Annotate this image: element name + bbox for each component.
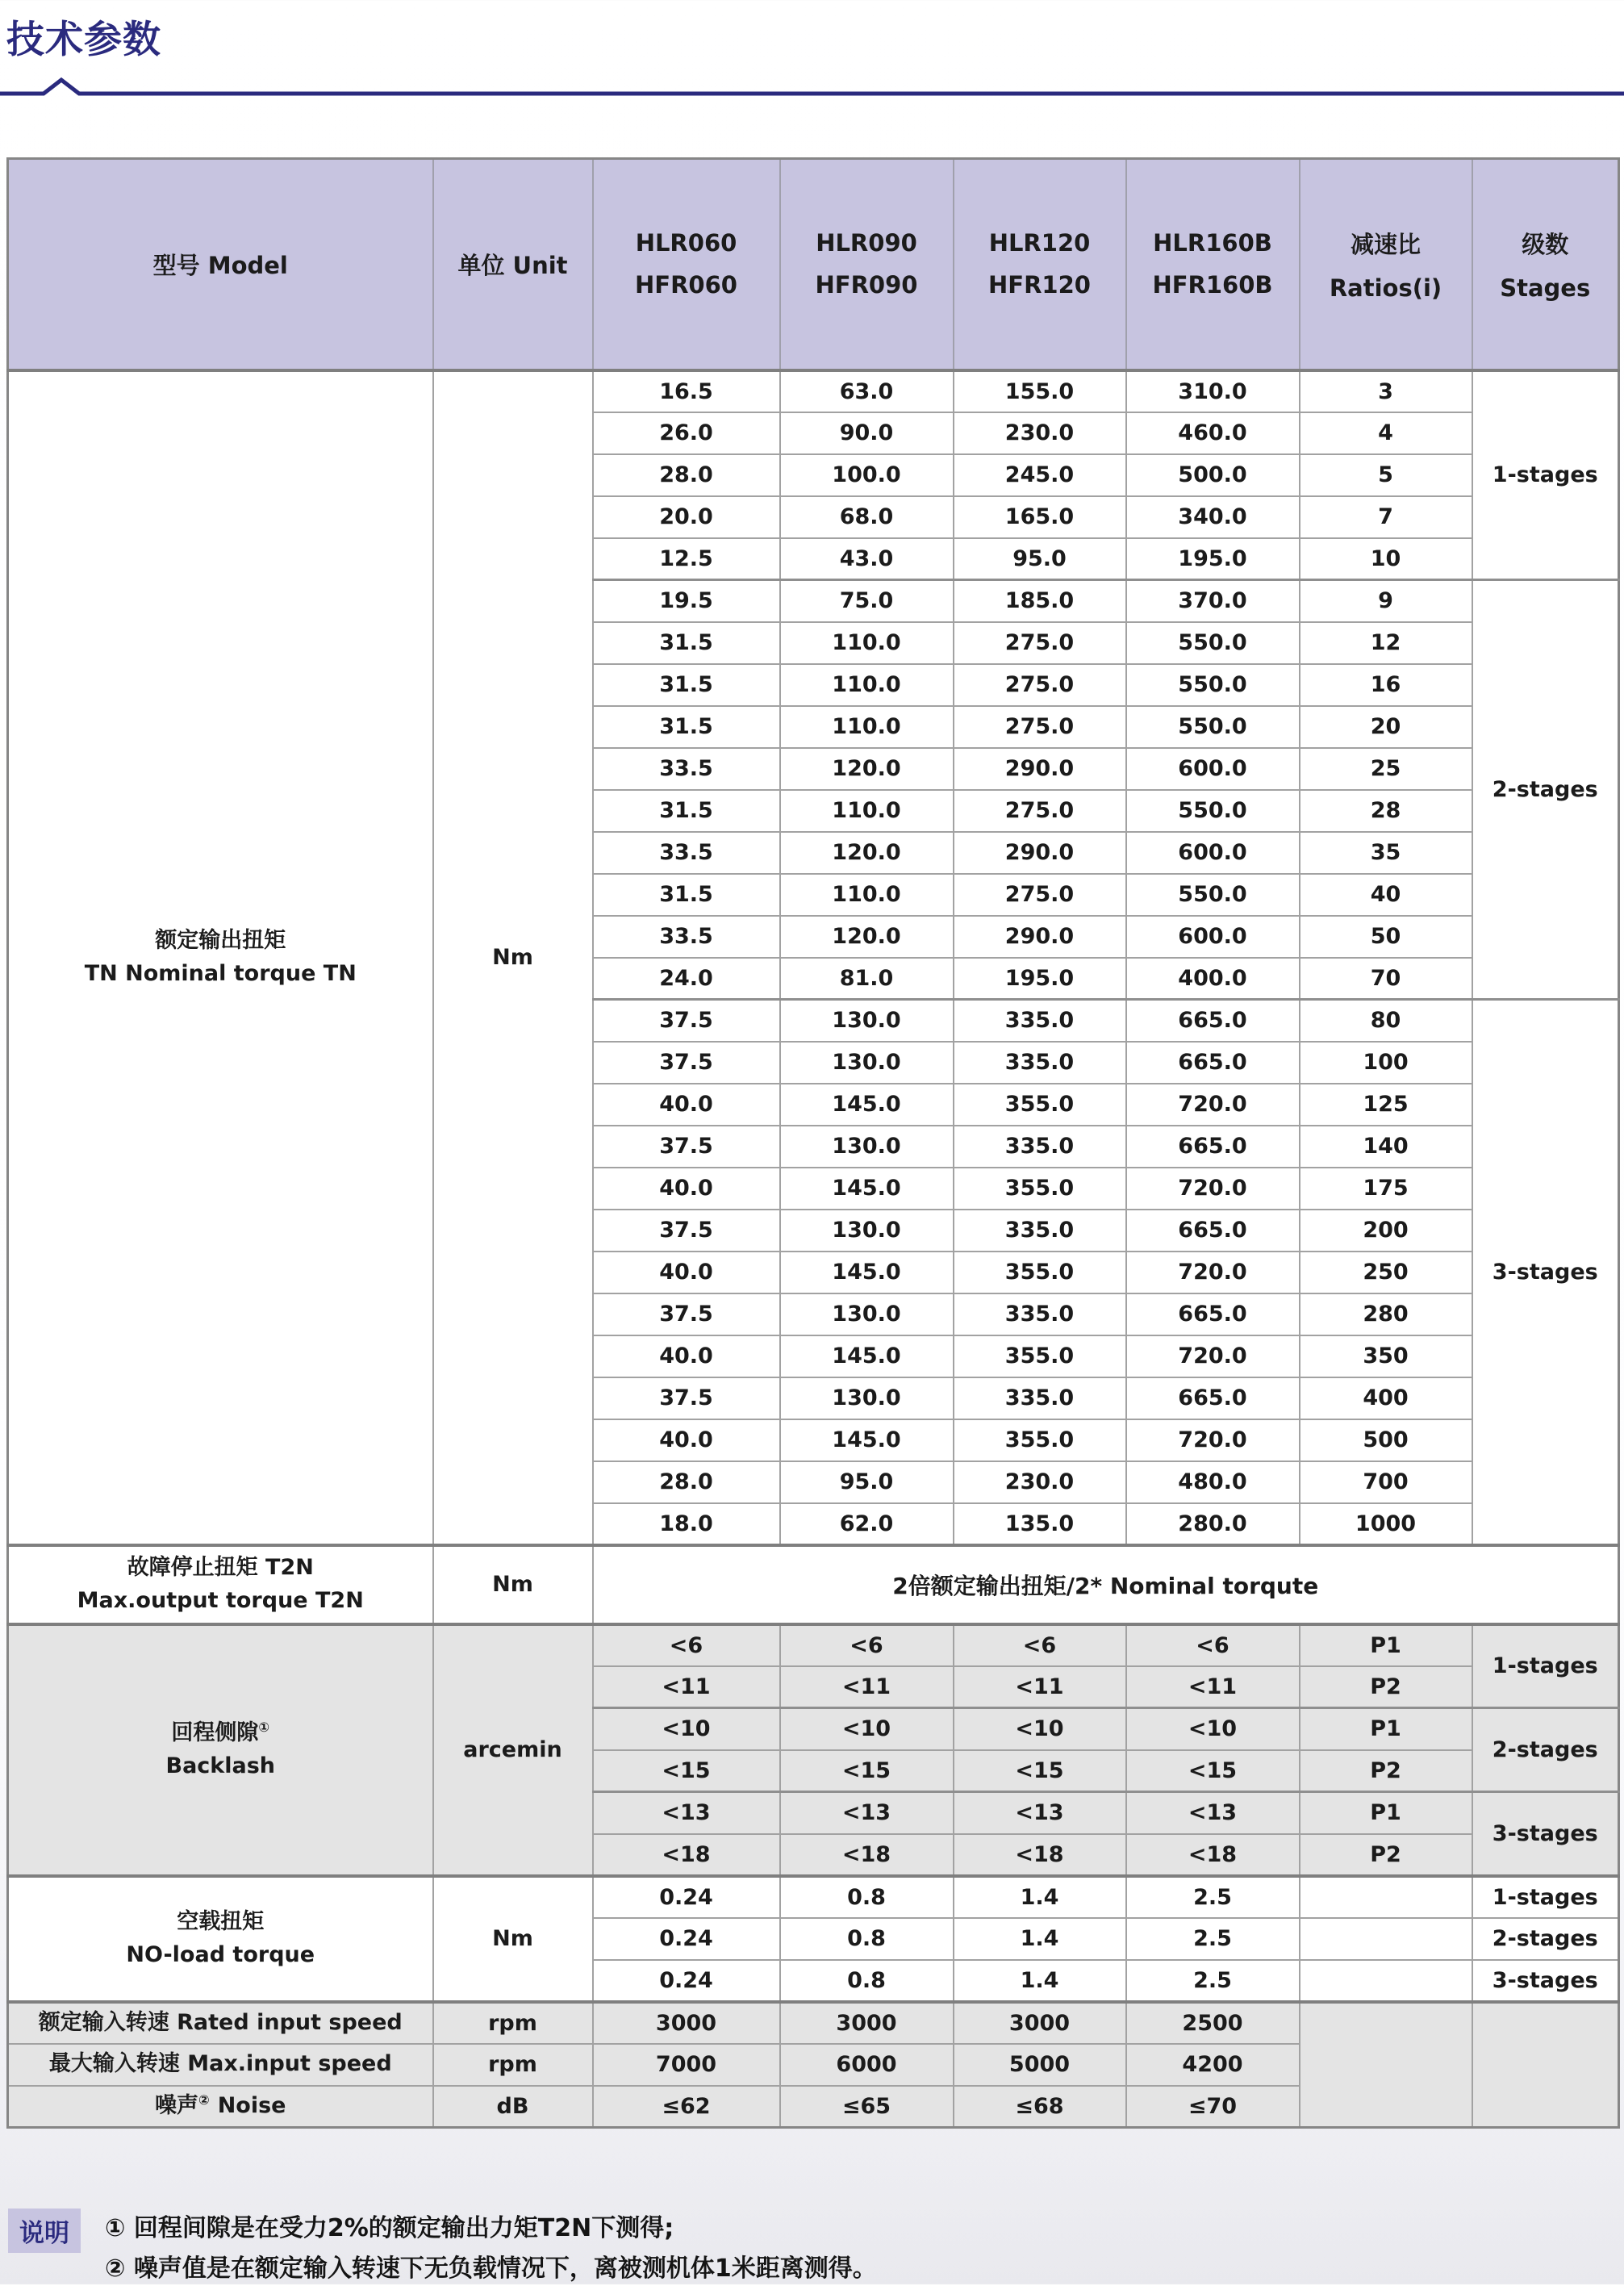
torque-value-cell: 130.0 [780, 1000, 954, 1042]
no-load-value-cell: 1.4 [954, 1960, 1126, 2002]
backlash-value-cell: <15 [593, 1750, 780, 1792]
notes-badge: 说明 [8, 2209, 81, 2253]
torque-value-cell: 75.0 [780, 580, 954, 622]
torque-value-cell: 24.0 [593, 958, 780, 1000]
row-label-text-en: Noise [217, 2093, 286, 2118]
torque-value-cell: 43.0 [780, 538, 954, 580]
precision-class-cell: P2 [1300, 1750, 1472, 1792]
row-label-backlash [8, 1624, 433, 1876]
torque-value-cell: 665.0 [1126, 1377, 1300, 1419]
torque-value-cell: 100.0 [780, 454, 954, 496]
torque-value-cell: 335.0 [954, 1042, 1126, 1084]
stage-cell: 3-stages [1472, 1792, 1619, 1876]
ratio-cell: 280 [1300, 1293, 1472, 1335]
torque-value-cell: 33.5 [593, 916, 780, 958]
torque-value-cell: 600.0 [1126, 832, 1300, 874]
ratio-cell: 400 [1300, 1377, 1472, 1419]
torque-value-cell: 40.0 [593, 1084, 780, 1126]
backlash-value-cell: <11 [780, 1666, 954, 1708]
max-output-torque-row [8, 1545, 1619, 1624]
torque-value-cell: 110.0 [780, 622, 954, 664]
ratio-cell: 28 [1300, 790, 1472, 832]
torque-value-cell: 195.0 [954, 958, 1126, 1000]
row-label-nominal-torque [8, 370, 433, 1545]
torque-value-cell: 40.0 [593, 1419, 780, 1461]
backlash-value-cell: <13 [1126, 1792, 1300, 1834]
backlash-value-cell: <10 [593, 1708, 780, 1750]
torque-value-cell: 37.5 [593, 1126, 780, 1168]
precision-class-cell: P1 [1300, 1708, 1472, 1750]
empty-ratio-cell [1300, 1876, 1472, 1918]
col-header-ratios-en: Ratios(i) [1329, 274, 1442, 302]
torque-value-cell: 40.0 [593, 1335, 780, 1377]
no-load-value-cell: 0.8 [780, 1918, 954, 1960]
torque-value-cell: 290.0 [954, 748, 1126, 790]
torque-value-cell: 275.0 [954, 874, 1126, 916]
torque-value-cell: 37.5 [593, 1377, 780, 1419]
torque-value-cell: 110.0 [780, 706, 954, 748]
ratio-cell: 4 [1300, 412, 1472, 454]
empty-ratio-cell [1300, 2002, 1472, 2128]
backlash-row [8, 1624, 1619, 1666]
ratio-cell: 25 [1300, 748, 1472, 790]
empty-ratio-cell [1300, 1918, 1472, 1960]
torque-value-cell: 37.5 [593, 1210, 780, 1252]
unit-max-output: Nm [433, 1545, 593, 1624]
torque-value-cell: 195.0 [1126, 538, 1300, 580]
torque-value-cell: 28.0 [593, 454, 780, 496]
torque-value-cell: 275.0 [954, 790, 1126, 832]
row-label-zh [9, 1717, 432, 1750]
noise-value-cell: ≤62 [593, 2086, 780, 2128]
footnote-ref-1: ① [258, 1720, 270, 1735]
torque-value-cell: 130.0 [780, 1377, 954, 1419]
noise-value-cell: ≤70 [1126, 2086, 1300, 2128]
model-series-label: HFR090 [815, 271, 918, 299]
torque-value-cell: 37.5 [593, 1000, 780, 1042]
col-header-unit [433, 159, 593, 370]
torque-value-cell: 145.0 [780, 1252, 954, 1293]
row-label-noise [8, 2086, 433, 2128]
backlash-value-cell: <13 [593, 1792, 780, 1834]
model-series-label: HFR120 [988, 271, 1091, 299]
empty-ratio-cell [1300, 1960, 1472, 2002]
torque-value-cell: 145.0 [780, 1419, 954, 1461]
torque-value-cell: 40.0 [593, 1168, 780, 1210]
col-header-model [8, 159, 433, 370]
stage-cell: 3-stages [1472, 1000, 1619, 1545]
torque-value-cell: 19.5 [593, 580, 780, 622]
torque-value-cell: 110.0 [780, 790, 954, 832]
col-header-hlr090 [780, 159, 954, 370]
no-load-value-cell: 0.24 [593, 1918, 780, 1960]
backlash-value-cell: <15 [780, 1750, 954, 1792]
ratio-cell: 35 [1300, 832, 1472, 874]
empty-stage-cell [1472, 2002, 1619, 2128]
table-header [8, 159, 1619, 370]
row-label-line [9, 2048, 432, 2081]
backlash-value-cell: <18 [1126, 1834, 1300, 1876]
ratio-cell: 50 [1300, 916, 1472, 958]
backlash-value-cell: <18 [780, 1834, 954, 1876]
torque-value-cell: 310.0 [1126, 370, 1300, 412]
torque-value-cell: 480.0 [1126, 1461, 1300, 1503]
no-load-value-cell: 0.8 [780, 1960, 954, 2002]
backlash-value-cell: <15 [1126, 1750, 1300, 1792]
torque-value-cell: 110.0 [780, 664, 954, 706]
row-label-zh: 额定输出扭矩 [155, 928, 286, 953]
torque-value-cell: 665.0 [1126, 1210, 1300, 1252]
ratio-cell: 9 [1300, 580, 1472, 622]
row-label-text: 噪声 [154, 2093, 198, 2118]
ratio-cell: 70 [1300, 958, 1472, 1000]
model-series-label: HLR120 [988, 229, 1091, 257]
precision-class-cell: P2 [1300, 1834, 1472, 1876]
torque-value-cell: 31.5 [593, 664, 780, 706]
note-lines [105, 2209, 877, 2290]
precision-class-cell: P2 [1300, 1666, 1472, 1708]
torque-value-cell: 280.0 [1126, 1503, 1300, 1545]
footnotes [8, 2209, 877, 2290]
ratio-cell: 3 [1300, 370, 1472, 412]
torque-value-cell: 28.0 [593, 1461, 780, 1503]
footnote-ref-2: ② [198, 2092, 210, 2108]
torque-value-cell: 245.0 [954, 454, 1126, 496]
torque-value-cell: 40.0 [593, 1252, 780, 1293]
torque-value-cell: 20.0 [593, 496, 780, 538]
stage-cell: 1-stages [1472, 1876, 1619, 1918]
page-title: 技术参数 [6, 18, 161, 62]
row-label-en: TN Nominal torque TN [84, 960, 357, 986]
torque-value-cell: 90.0 [780, 412, 954, 454]
row-label-text: 最大输入转速 Max.input speed [48, 2051, 392, 2077]
torque-value-cell: 665.0 [1126, 1126, 1300, 1168]
max-input-speed-value-cell: 6000 [780, 2044, 954, 2086]
torque-value-cell: 290.0 [954, 916, 1126, 958]
unit-backlash: arcemin [433, 1624, 593, 1876]
torque-value-cell: 665.0 [1126, 1042, 1300, 1084]
torque-value-cell: 130.0 [780, 1042, 954, 1084]
stage-cell: 2-stages [1472, 1708, 1619, 1792]
backlash-value-cell: <18 [593, 1834, 780, 1876]
no-load-value-cell: 2.5 [1126, 1918, 1300, 1960]
rated-input-speed-value-cell: 3000 [780, 2002, 954, 2044]
torque-value-cell: 720.0 [1126, 1168, 1300, 1210]
ratio-cell: 700 [1300, 1461, 1472, 1503]
no-load-value-cell: 2.5 [1126, 1960, 1300, 2002]
title-divider [0, 74, 1624, 100]
ratio-cell: 10 [1300, 538, 1472, 580]
torque-value-cell: 230.0 [954, 412, 1126, 454]
torque-value-cell: 37.5 [593, 1293, 780, 1335]
torque-value-cell: 145.0 [780, 1084, 954, 1126]
model-series-label: HLR060 [635, 229, 737, 257]
ratio-cell: 1000 [1300, 1503, 1472, 1545]
no-load-value-cell: 0.8 [780, 1876, 954, 1918]
torque-value-cell: 31.5 [593, 622, 780, 664]
torque-value-cell: 18.0 [593, 1503, 780, 1545]
row-label-line [9, 2090, 432, 2123]
torque-value-cell: 230.0 [954, 1461, 1126, 1503]
torque-value-cell: 155.0 [954, 370, 1126, 412]
torque-value-cell: 145.0 [780, 1335, 954, 1377]
torque-value-cell: 62.0 [780, 1503, 954, 1545]
max-output-value: 2倍额定输出扭矩/2* Nominal torqute [593, 1545, 1619, 1624]
col-header-stages-zh: 级数 [1522, 230, 1569, 258]
torque-value-cell: 130.0 [780, 1293, 954, 1335]
backlash-value-cell: <11 [954, 1666, 1126, 1708]
row-label-en: Max.output torque T2N [77, 1587, 364, 1613]
torque-row [8, 370, 1619, 412]
ratio-cell: 500 [1300, 1419, 1472, 1461]
unit-rated-input-speed: rpm [433, 2002, 593, 2044]
torque-value-cell: 26.0 [593, 412, 780, 454]
ratio-cell: 125 [1300, 1084, 1472, 1126]
rated-input-speed-value-cell: 3000 [593, 2002, 780, 2044]
backlash-value-cell: <10 [780, 1708, 954, 1750]
torque-value-cell: 165.0 [954, 496, 1126, 538]
io-row [8, 2002, 1619, 2044]
stage-cell: 3-stages [1472, 1960, 1619, 2002]
max-input-speed-value-cell: 7000 [593, 2044, 780, 2086]
stage-cell: 1-stages [1472, 370, 1619, 580]
col-header-hlr160b [1126, 159, 1300, 370]
torque-value-cell: 550.0 [1126, 622, 1300, 664]
torque-value-cell: 550.0 [1126, 790, 1300, 832]
torque-value-cell: 120.0 [780, 832, 954, 874]
backlash-value-cell: <15 [954, 1750, 1126, 1792]
row-label-zh: 空载扭矩 [177, 1909, 265, 1934]
col-header-stages [1472, 159, 1619, 370]
backlash-value-cell: <6 [954, 1624, 1126, 1666]
torque-value-cell: 63.0 [780, 370, 954, 412]
torque-value-cell: 600.0 [1126, 748, 1300, 790]
torque-value-cell: 130.0 [780, 1126, 954, 1168]
unit-noise: dB [433, 2086, 593, 2128]
unit-no-load: Nm [433, 1876, 593, 2002]
torque-value-cell: 550.0 [1126, 706, 1300, 748]
backlash-value-cell: <6 [780, 1624, 954, 1666]
no-load-value-cell: 2.5 [1126, 1876, 1300, 1918]
torque-value-cell: 68.0 [780, 496, 954, 538]
note-line-2: ② 噪声值是在额定输入转速下无负载情况下，离被测机体1米距离测得。 [105, 2254, 877, 2284]
torque-value-cell: 31.5 [593, 706, 780, 748]
row-label-zh: 故障停止扭矩 T2N [127, 1555, 314, 1580]
table-body [8, 370, 1619, 2128]
row-label-no-load [8, 1876, 433, 2002]
torque-value-cell: 16.5 [593, 370, 780, 412]
torque-value-cell: 120.0 [780, 916, 954, 958]
torque-value-cell: 720.0 [1126, 1419, 1300, 1461]
backlash-value-cell: <11 [593, 1666, 780, 1708]
stage-cell: 2-stages [1472, 1918, 1619, 1960]
stage-cell: 1-stages [1472, 1624, 1619, 1708]
ratio-cell: 80 [1300, 1000, 1472, 1042]
ratio-cell: 140 [1300, 1126, 1472, 1168]
no-load-value-cell: 1.4 [954, 1918, 1126, 1960]
torque-value-cell: 720.0 [1126, 1252, 1300, 1293]
backlash-value-cell: <13 [780, 1792, 954, 1834]
torque-value-cell: 600.0 [1126, 916, 1300, 958]
backlash-value-cell: <18 [954, 1834, 1126, 1876]
torque-value-cell: 665.0 [1126, 1293, 1300, 1335]
torque-value-cell: 95.0 [954, 538, 1126, 580]
torque-value-cell: 460.0 [1126, 412, 1300, 454]
backlash-value-cell: <6 [1126, 1624, 1300, 1666]
torque-value-cell: 110.0 [780, 874, 954, 916]
ratio-cell: 20 [1300, 706, 1472, 748]
stage-cell: 2-stages [1472, 580, 1619, 1000]
no-load-row [8, 1876, 1619, 1918]
ratio-cell: 100 [1300, 1042, 1472, 1084]
precision-class-cell: P1 [1300, 1624, 1472, 1666]
col-header-hlr120 [954, 159, 1126, 370]
max-input-speed-value-cell: 4200 [1126, 2044, 1300, 2086]
backlash-value-cell: <13 [954, 1792, 1126, 1834]
backlash-value-cell: <10 [954, 1708, 1126, 1750]
rated-input-speed-value-cell: 2500 [1126, 2002, 1300, 2044]
precision-class-cell: P1 [1300, 1792, 1472, 1834]
torque-value-cell: 33.5 [593, 748, 780, 790]
backlash-value-cell: <10 [1126, 1708, 1300, 1750]
row-label-max-input-speed [8, 2044, 433, 2086]
col-header-ratios-zh: 减速比 [1350, 230, 1421, 258]
model-series-label: HFR060 [635, 271, 737, 299]
no-load-value-cell: 0.24 [593, 1960, 780, 2002]
noise-value-cell: ≤68 [954, 2086, 1126, 2128]
col-header-unit-label: 单位 Unit [457, 251, 568, 279]
col-header-ratios [1300, 159, 1472, 370]
torque-value-cell: 355.0 [954, 1084, 1126, 1126]
torque-value-cell: 135.0 [954, 1503, 1126, 1545]
torque-value-cell: 720.0 [1126, 1084, 1300, 1126]
ratio-cell: 40 [1300, 874, 1472, 916]
torque-value-cell: 185.0 [954, 580, 1126, 622]
torque-value-cell: 500.0 [1126, 454, 1300, 496]
rated-input-speed-value-cell: 3000 [954, 2002, 1126, 2044]
torque-value-cell: 120.0 [780, 748, 954, 790]
model-series-label: HFR160B [1152, 271, 1273, 299]
torque-value-cell: 290.0 [954, 832, 1126, 874]
torque-value-cell: 81.0 [780, 958, 954, 1000]
no-load-value-cell: 1.4 [954, 1876, 1126, 1918]
row-label-max-output [8, 1545, 433, 1624]
torque-value-cell: 31.5 [593, 874, 780, 916]
torque-value-cell: 335.0 [954, 1126, 1126, 1168]
ratio-cell: 250 [1300, 1252, 1472, 1293]
col-header-stages-en: Stages [1500, 274, 1591, 302]
torque-value-cell: 145.0 [780, 1168, 954, 1210]
torque-value-cell: 355.0 [954, 1168, 1126, 1210]
row-label-zh-text: 回程侧隙 [171, 1720, 259, 1745]
torque-value-cell: 355.0 [954, 1252, 1126, 1293]
unit-max-input-speed: rpm [433, 2044, 593, 2086]
torque-value-cell: 550.0 [1126, 874, 1300, 916]
torque-value-cell: 355.0 [954, 1335, 1126, 1377]
spec-table [6, 157, 1620, 2129]
torque-value-cell: 335.0 [954, 1210, 1126, 1252]
row-label-en: NO-load torque [126, 1941, 315, 1967]
torque-value-cell: 665.0 [1126, 1000, 1300, 1042]
torque-value-cell: 355.0 [954, 1419, 1126, 1461]
ratio-cell: 16 [1300, 664, 1472, 706]
torque-value-cell: 335.0 [954, 1377, 1126, 1419]
torque-value-cell: 130.0 [780, 1210, 954, 1252]
noise-value-cell: ≤65 [780, 2086, 954, 2128]
ratio-cell: 200 [1300, 1210, 1472, 1252]
row-label-text: 额定输入转速 Rated input speed [38, 2009, 403, 2035]
torque-value-cell: 550.0 [1126, 664, 1300, 706]
col-header-model-label: 型号 Model [152, 251, 288, 279]
row-label-line [9, 2007, 432, 2040]
torque-value-cell: 95.0 [780, 1461, 954, 1503]
col-header-hlr060 [593, 159, 780, 370]
torque-value-cell: 275.0 [954, 622, 1126, 664]
max-input-speed-value-cell: 5000 [954, 2044, 1126, 2086]
no-load-value-cell: 0.24 [593, 1876, 780, 1918]
ratio-cell: 12 [1300, 622, 1472, 664]
row-label-rated-input-speed [8, 2002, 433, 2044]
ratio-cell: 7 [1300, 496, 1472, 538]
torque-value-cell: 31.5 [593, 790, 780, 832]
ratio-cell: 5 [1300, 454, 1472, 496]
model-series-label: HLR160B [1153, 229, 1272, 257]
spec-table-wrap [6, 157, 1620, 2129]
torque-value-cell: 275.0 [954, 706, 1126, 748]
ratio-cell: 175 [1300, 1168, 1472, 1210]
torque-value-cell: 340.0 [1126, 496, 1300, 538]
torque-value-cell: 400.0 [1126, 958, 1300, 1000]
ratio-cell: 350 [1300, 1335, 1472, 1377]
header-row [8, 159, 1619, 370]
torque-value-cell: 720.0 [1126, 1335, 1300, 1377]
unit-nominal-torque: Nm [433, 370, 593, 1545]
torque-value-cell: 370.0 [1126, 580, 1300, 622]
torque-value-cell: 335.0 [954, 1293, 1126, 1335]
torque-value-cell: 335.0 [954, 1000, 1126, 1042]
row-label-en: Backlash [165, 1753, 276, 1778]
backlash-value-cell: <11 [1126, 1666, 1300, 1708]
torque-value-cell: 275.0 [954, 664, 1126, 706]
model-series-label: HLR090 [816, 229, 917, 257]
torque-value-cell: 33.5 [593, 832, 780, 874]
backlash-value-cell: <6 [593, 1624, 780, 1666]
torque-value-cell: 37.5 [593, 1042, 780, 1084]
torque-value-cell: 12.5 [593, 538, 780, 580]
note-line-1: ① 回程间隙是在受力2%的额定输出力矩T2N下测得; [105, 2214, 674, 2242]
